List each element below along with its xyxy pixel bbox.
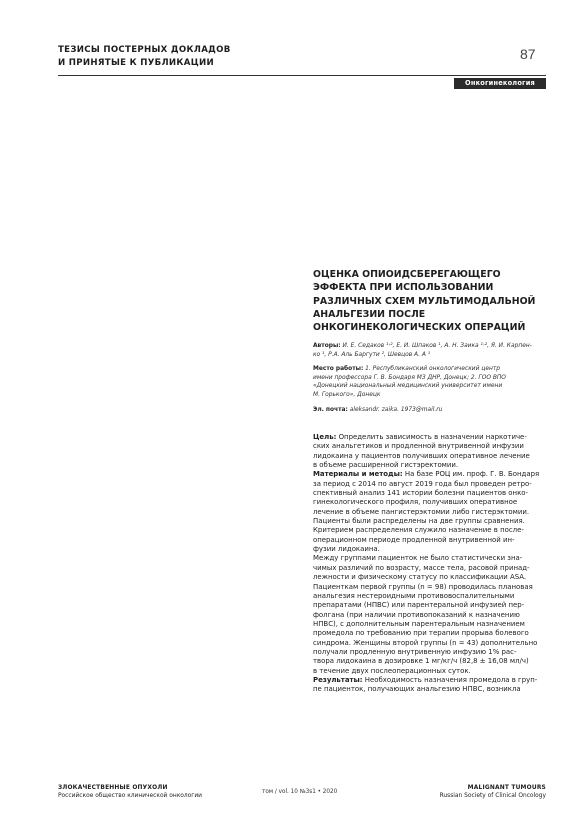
body-line: лежности и физическому статусу по классификации ASA.	[313, 573, 527, 582]
authors-text: И. Е. Седаков ¹˒², Е. И. Шпаков ¹, А. Н. Заика ¹˒², Я. И. Карпен-	[340, 343, 532, 349]
methods-label: Материалы и методы:	[313, 470, 403, 479]
page-number: 87	[520, 46, 536, 62]
body-line: спективный анализ 141 истории болезни пациентов онко-	[313, 489, 529, 498]
body-line: твора лидокаина в дозировке 1 мг/кг/ч (82,8 ± 16,08 мл/ч)	[313, 657, 529, 666]
body-line: Необходимость назначения промедола в груп-	[362, 675, 538, 684]
authors-block	[313, 342, 548, 359]
body-line: Пациенты были распределены на две группы сравнения.	[313, 517, 525, 526]
footer-left	[58, 784, 202, 800]
body-line: Определить зависимость в назначении наркотиче-	[336, 433, 527, 441]
body-line: лечение в объеме пангистерэктомии либо гистерэктомии.	[313, 507, 530, 516]
running-header-line-1: ТЕЗИСЫ ПОСТЕРНЫХ ДОКЛАДОВ	[58, 45, 231, 55]
body-line: за период с 2014 по август 2019 года был проведен ретро-	[313, 479, 532, 488]
methods-paragraph	[313, 470, 548, 676]
body-line: промедола по требованию при терапии прорыва болевого	[313, 629, 529, 638]
affiliation-text: имени профессора Г. В. Бондаря МЗ ДНР, Донецк; 2. ГОО ВПО	[313, 374, 506, 381]
footer-society-ru: Российское общество клинической онкологии	[58, 793, 202, 800]
body-line: лидокаина у пациентов получивших оперативное лечение	[313, 451, 530, 460]
body-line: синдрома. Женщины второй группы (n = 43) дополнительно	[313, 638, 538, 647]
body-line: гинекологического профиля, получивших оперативное	[313, 498, 518, 507]
article-title-line: ЭФФЕКТА ПРИ ИСПОЛЬЗОВАНИИ	[313, 282, 494, 294]
affiliation-text: М. Горького», Донецк	[313, 391, 381, 398]
article-title-line: АНАЛЬГЕЗИИ ПОСЛЕ	[313, 308, 426, 320]
footer-volume: том / vol. 10 №3s1 • 2020	[262, 789, 338, 795]
affiliation-label: Место работы:	[313, 366, 364, 372]
email-block	[313, 406, 548, 415]
abstract-body	[313, 433, 548, 695]
body-line: фолгана (при наличии противопоказаний к назначению	[313, 610, 520, 619]
body-line: На базе РОЦ им. проф. Г. В. Бондаря	[402, 470, 540, 479]
running-header	[58, 44, 318, 69]
affiliation-text: «Донецкий национальный медицинский университет имени	[313, 383, 503, 390]
email-link[interactable]: aleksandr. zaika. 1973@mail.ru	[347, 407, 443, 413]
body-line: чимых различий по возрасту, массе тела, расовой принад-	[313, 563, 530, 572]
footer-journal-en: MALIGNANT TUMOURS	[467, 785, 546, 791]
article-title-line: ОНКОГИНЕКОЛОГИЧЕСКИХ ОПЕРАЦИЙ	[313, 322, 526, 334]
footer-right	[400, 784, 546, 800]
body-line: ских анальгетиков и продленной внутривенной инфузии	[313, 442, 524, 451]
body-line: НПВС), с дополнительным парентеральным назначением	[313, 619, 525, 628]
results-label: Результаты:	[313, 675, 363, 684]
body-line: в объеме расширенной гистэректомии.	[313, 461, 459, 470]
body-line: анальгезия нестероидными противовоспалительными	[313, 591, 515, 600]
email-label: Эл. почта:	[313, 407, 348, 413]
affiliation-block	[313, 365, 548, 399]
body-line: операционном периоде продленной внутривенной ин-	[313, 535, 515, 544]
goal-label: Цель:	[313, 433, 337, 441]
article-title	[313, 268, 548, 334]
footer-society-en: Russian Society of Clinical Oncology	[439, 793, 546, 800]
header-divider	[58, 75, 546, 76]
body-line: препаратами (НПВС) или парентеральной инфузией пер-	[313, 601, 525, 610]
affiliation-text: 1. Республиканский онкологический центр	[363, 366, 500, 372]
results-paragraph	[313, 676, 548, 695]
article-title-line: РАЗЛИЧНЫХ СХЕМ МУЛЬТИМОДАЛЬНОЙ	[313, 295, 536, 307]
article-title-line: ОЦЕНКА ОПИОИДСБЕРЕГАЮЩЕГО	[313, 269, 501, 280]
body-line: Критерием распределения служило назначение в после-	[313, 526, 524, 535]
section-tag: Онкогинекология	[454, 78, 546, 89]
footer-journal-ru: ЗЛОКАЧЕСТВЕННЫЕ ОПУХОЛИ	[58, 785, 168, 791]
body-line: Пациенткам первой группы (n = 98) проводилась плановая	[313, 582, 533, 591]
body-line: получали продленную внутривенную инфузию 1% рас-	[313, 647, 517, 656]
body-line: пе пациенток, получающих анальгезию НПВС, возникла	[313, 685, 521, 694]
body-line: фузии лидокаина.	[313, 545, 380, 554]
body-line: Между группами пациенток не было статистически зна-	[313, 554, 523, 563]
authors-label: Авторы:	[313, 343, 341, 349]
authors-text: ко ¹, Р.А. Аль Баргути ², Шевцов А. А ¹	[313, 351, 431, 358]
running-header-line-2: И ПРИНЯТЫЕ К ПУБЛИКАЦИИ	[58, 57, 214, 68]
body-line: в течение двух послеоперационных суток.	[313, 666, 471, 675]
goal-paragraph	[313, 433, 548, 470]
